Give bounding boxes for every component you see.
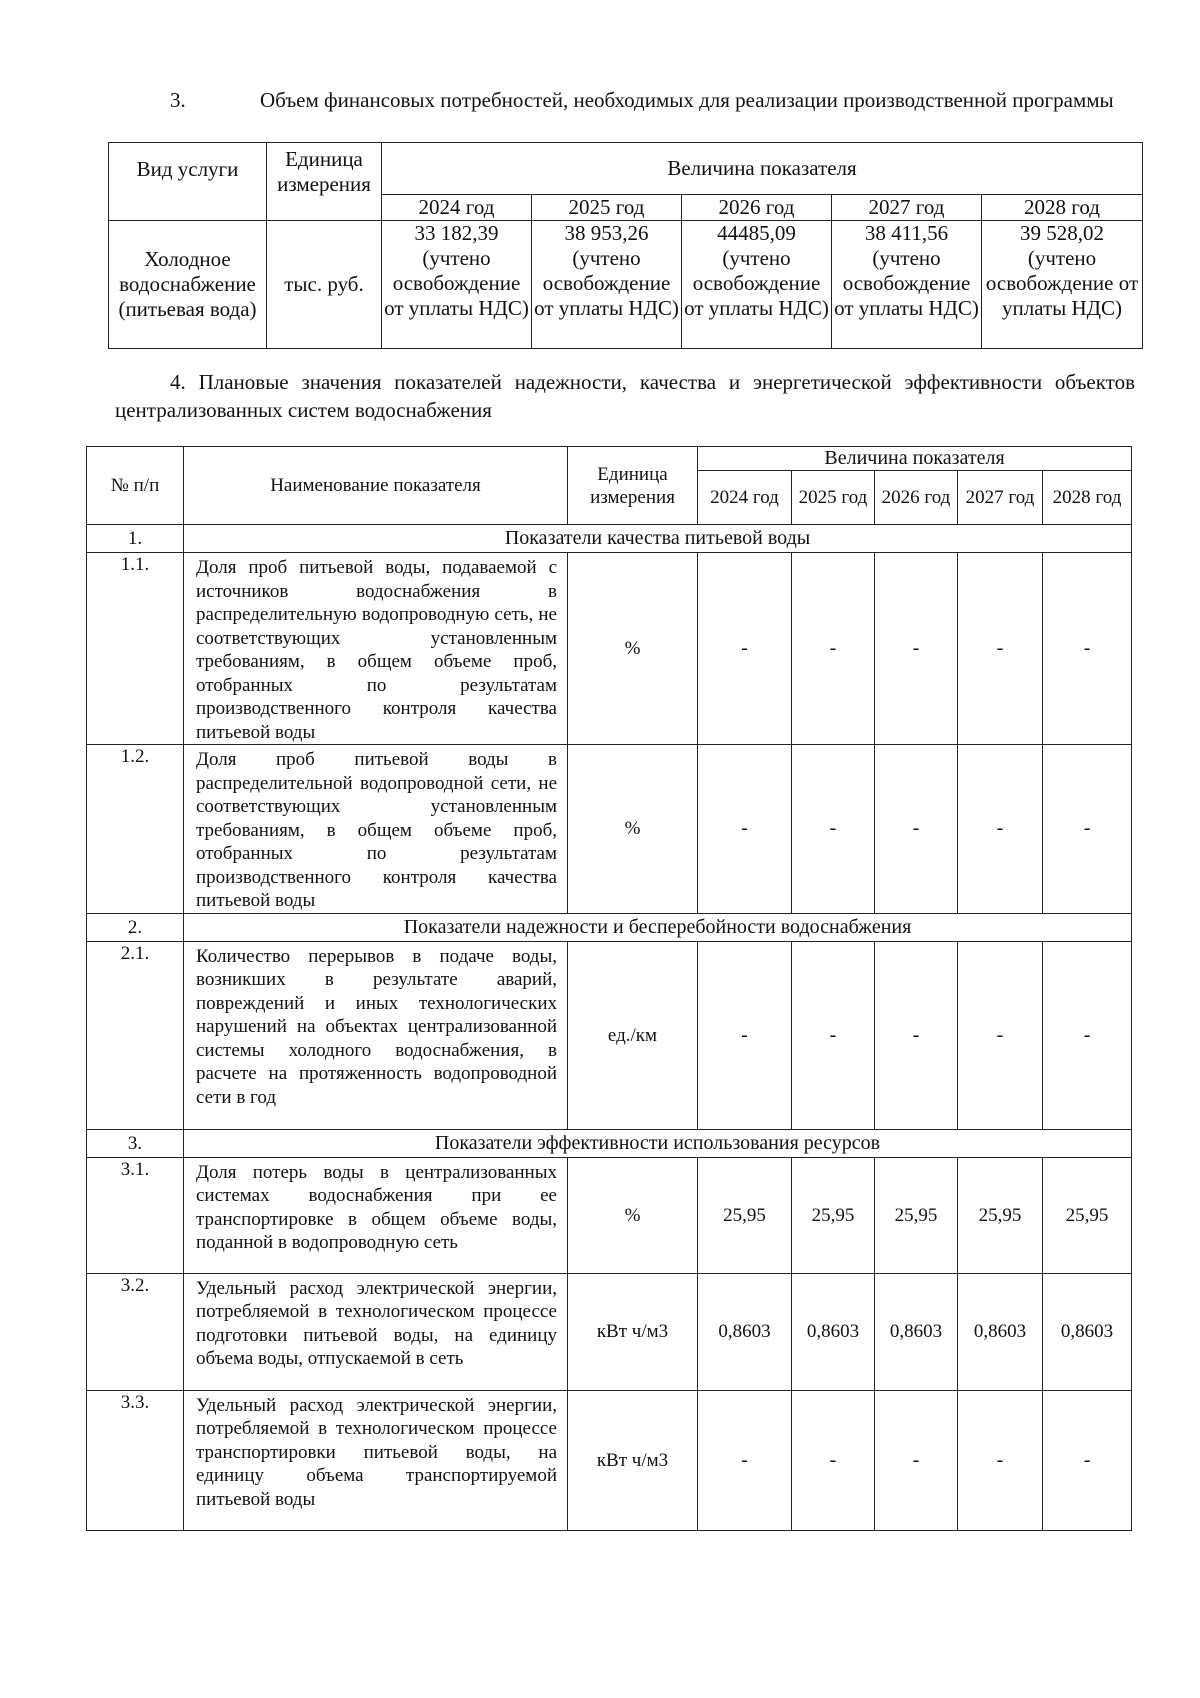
header-year: 2026 год: [682, 195, 832, 221]
value-cell: -: [875, 941, 958, 1129]
group-number: 1.: [87, 525, 184, 553]
amount-cell: [982, 221, 1143, 349]
section-4-title: Плановые значения показателей надежности, качества и энергетической эффективности объектов централизованных систем водоснабжения: [115, 370, 1135, 422]
group-title: Показатели качества питьевой воды: [184, 525, 1132, 553]
row-number: 3.2.: [87, 1273, 184, 1390]
amount-cell: [532, 221, 682, 349]
group-number: 2.: [87, 913, 184, 941]
financial-needs-table: [108, 142, 1143, 349]
value-cell: 25,95: [698, 1157, 792, 1273]
row-number: 3.3.: [87, 1390, 184, 1530]
header-service: Вид услуги: [109, 143, 267, 221]
amount-cell: [832, 221, 982, 349]
header-year: 2024 год: [698, 471, 792, 525]
value-cell: 25,95: [1043, 1157, 1132, 1273]
amount-note: (учтено освобождение от уплаты НДС): [384, 246, 529, 320]
value-cell: 25,95: [958, 1157, 1043, 1273]
value-cell: -: [958, 941, 1043, 1129]
indicator-unit: %: [568, 553, 698, 745]
header-year: 2028 год: [982, 195, 1143, 221]
value-cell: -: [875, 745, 958, 914]
indicator-name: Доля проб питьевой воды, подаваемой с источников водоснабжения в распределительную водопроводную сеть, не соответствующих установленным требованиям, в общем объеме проб, отобранных по результатам производственного контроля качества питьевой воды: [184, 553, 568, 745]
section-3-number: 3.: [170, 88, 186, 112]
value-cell: 25,95: [875, 1157, 958, 1273]
indicator-name: Удельный расход электрической энергии, потребляемой в технологическом процессе подготовки питьевой воды, на единицу объема воды, отпускаемой в сеть: [184, 1273, 568, 1390]
row-number: 3.1.: [87, 1157, 184, 1273]
amount-value: 44485,09: [717, 221, 796, 245]
indicator-unit: %: [568, 745, 698, 914]
indicator-name: Удельный расход электрической энергии, потребляемой в технологическом процессе транспортировки питьевой воды, на единицу объема транспортируемой питьевой воды: [184, 1390, 568, 1530]
amount-note: (учтено освобождение от уплаты НДС): [985, 246, 1139, 320]
header-value: Величина показателя: [382, 143, 1143, 195]
header-year: 2027 год: [958, 471, 1043, 525]
row-number: 2.1.: [87, 941, 184, 1129]
header-year: 2025 год: [792, 471, 875, 525]
header-year: 2024 год: [382, 195, 532, 221]
row-number: 1.1.: [87, 553, 184, 745]
value-cell: 0,8603: [1043, 1273, 1132, 1390]
section-4-number: 4.: [170, 370, 186, 394]
section-4-heading: [115, 368, 1135, 424]
amount-value: 39 528,02: [1020, 221, 1104, 245]
header-unit: Единица измерения: [267, 143, 382, 221]
header-num: № п/п: [87, 447, 184, 525]
value-cell: -: [958, 1390, 1043, 1530]
indicator-name: Доля потерь воды в централизованных системах водоснабжения при ее транспортировке в общем объеме воды, поданной в водопроводную сеть: [184, 1157, 568, 1273]
value-cell: -: [792, 553, 875, 745]
value-cell: -: [792, 941, 875, 1129]
amount-value: 38 953,26: [564, 221, 649, 245]
group-title: Показатели эффективности использования ресурсов: [184, 1129, 1132, 1157]
header-value: Величина показателя: [698, 447, 1132, 471]
value-cell: -: [958, 745, 1043, 914]
value-cell: -: [1043, 941, 1132, 1129]
unit-cell: тыс. руб.: [267, 221, 382, 349]
header-year: 2026 год: [875, 471, 958, 525]
value-cell: -: [875, 1390, 958, 1530]
amount-note: (учтено освобождение от уплаты НДС): [684, 246, 829, 320]
indicator-name: Количество перерывов в подаче воды, возникших в результате аварий, повреждений и иных технологических нарушений на объектах централизованной системы холодного водоснабжения, в расчете на протяженность водопроводной сети в год: [184, 941, 568, 1129]
amount-note: (учтено освобождение от уплаты НДС): [834, 246, 979, 320]
header-year: 2027 год: [832, 195, 982, 221]
group-title: Показатели надежности и бесперебойности водоснабжения: [184, 913, 1132, 941]
section-3-title: Объем финансовых потребностей, необходимых для реализации производственной программы: [260, 88, 1114, 112]
value-cell: 25,95: [792, 1157, 875, 1273]
amount-cell: [382, 221, 532, 349]
indicator-unit: %: [568, 1157, 698, 1273]
row-number: 1.2.: [87, 745, 184, 914]
amount-value: 33 182,39: [414, 221, 499, 245]
value-cell: -: [1043, 745, 1132, 914]
amount-cell: [682, 221, 832, 349]
value-cell: -: [698, 745, 792, 914]
value-cell: -: [698, 553, 792, 745]
amount-value: 38 411,56: [864, 221, 949, 245]
value-cell: -: [698, 1390, 792, 1530]
indicator-name: Доля проб питьевой воды в распределительной водопроводной сети, не соответствующих установленным требованиям, в общем объеме проб, отобранных по результатам производственного контроля качества питьевой воды: [184, 745, 568, 914]
value-cell: 0,8603: [792, 1273, 875, 1390]
value-cell: -: [958, 553, 1043, 745]
header-year: 2025 год: [532, 195, 682, 221]
value-cell: -: [1043, 1390, 1132, 1530]
indicators-table: [86, 446, 1132, 1531]
service-cell: Холодное водоснабжение (питьевая вода): [109, 221, 267, 349]
header-year: 2028 год: [1043, 471, 1132, 525]
value-cell: -: [698, 941, 792, 1129]
value-cell: -: [792, 1390, 875, 1530]
value-cell: -: [875, 553, 958, 745]
value-cell: 0,8603: [698, 1273, 792, 1390]
value-cell: 0,8603: [958, 1273, 1043, 1390]
amount-note: (учтено освобождение от уплаты НДС): [534, 246, 679, 320]
section-3-heading: [115, 86, 1135, 114]
indicator-unit: кВт ч/м3: [568, 1273, 698, 1390]
header-name: Наименование показателя: [184, 447, 568, 525]
indicator-unit: ед./км: [568, 941, 698, 1129]
indicator-unit: кВт ч/м3: [568, 1390, 698, 1530]
value-cell: 0,8603: [875, 1273, 958, 1390]
header-unit: Единица измерения: [568, 447, 698, 525]
value-cell: -: [1043, 553, 1132, 745]
group-number: 3.: [87, 1129, 184, 1157]
value-cell: -: [792, 745, 875, 914]
